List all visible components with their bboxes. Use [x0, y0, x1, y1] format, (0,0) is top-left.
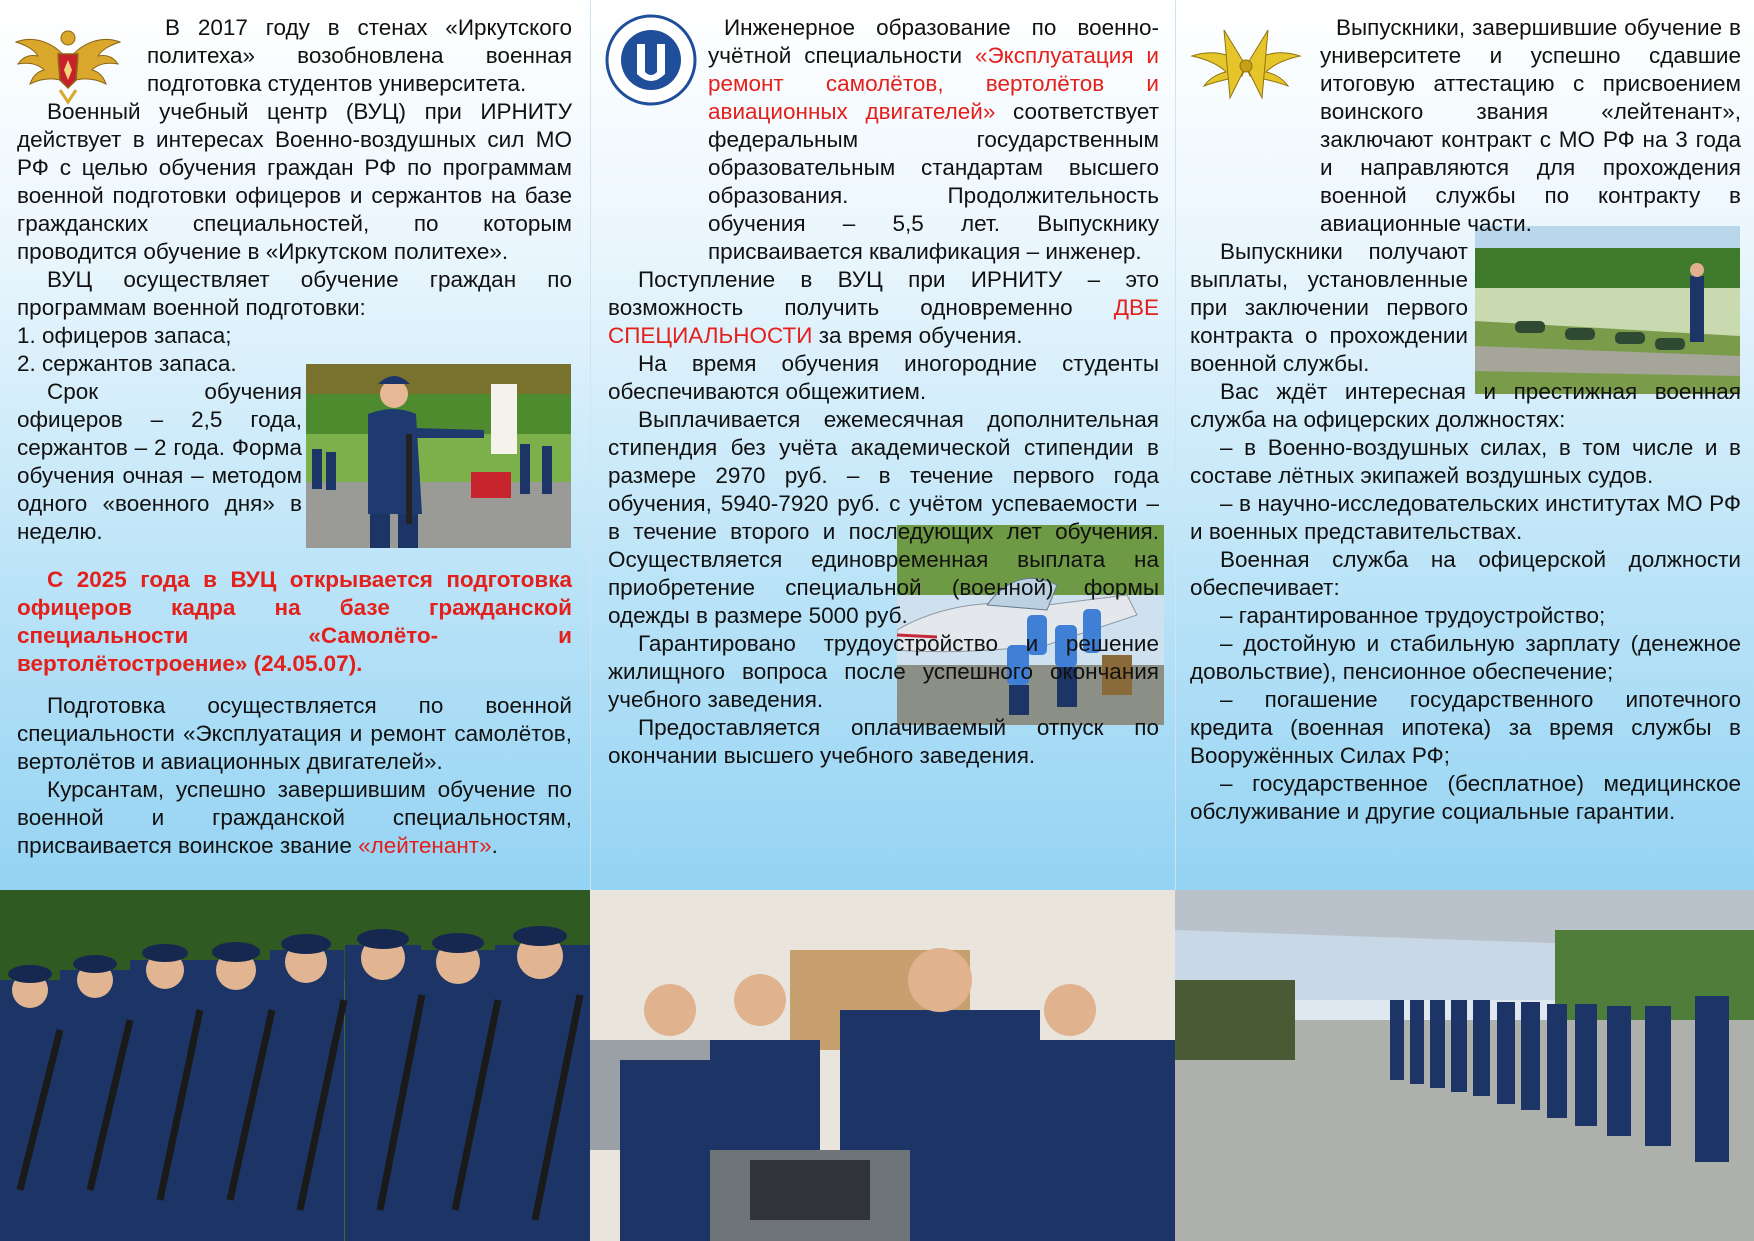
benefit-salary: – достойную и стабильную зарплату (денежное довольствие), пенсионное обеспечение;: [1190, 631, 1741, 684]
benefit-mortgage: – погашение государственного ипотечного кредита (военная ипотека) за время службы в Вооружённых Силах РФ;: [1190, 687, 1741, 768]
stipend-paragraph: Выплачивается ежемесячная дополнительная стипендия без учёта академической стипендии в размере 2970 руб. – в течение первого года обучения, 5940-7920 руб. с учётом успеваемости – в течение второго и последующих лет обучения. Осуществляется единовременная выплата на приобретение специальной (военной) формы одежды в размере 5000 руб.: [608, 407, 1159, 628]
two-specialties-paragraph: Поступление в ВУЦ при ИРНИТУ – это возможность получить одновременно ДВЕ СПЕЦИАЛЬНОСТИ за время обучения.: [608, 267, 1159, 348]
lab-cadets-photo: [590, 890, 1175, 1241]
graduates-contract-paragraph: Выпускники, завершившие обучение в университете и успешно сдавшие итоговую аттестацию с присвоением воинского звания «лейтенант», заключают контракт с МО РФ на 3 года и направляются для прохождения военной службы по контракту в авиационные части.: [1320, 15, 1741, 236]
vuc-paragraph: Военный учебный центр (ВУЦ) при ИРНИТУ действует в интересах Военно-воздушных сил МО РФ с целью обучения граждан РФ по программам военной подготовки офицеров и сержантов на базе гражданских специальностей, по которым проводится обучение в «Иркутском политехе».: [17, 99, 572, 264]
dormitory-paragraph: На время обучения иногородние студенты обеспечиваются общежитием.: [608, 351, 1159, 404]
benefit-employment: – гарантированное трудоустройство;: [1220, 603, 1606, 628]
duty-research: – в научно-исследовательских институтах МО РФ и военных представительствах.: [1190, 491, 1741, 544]
rank-lieutenant: «лейтенант»: [358, 833, 492, 858]
provides-paragraph: Военная служба на офицерской должности обеспечивает:: [1190, 547, 1741, 600]
column-middle-text: [608, 14, 1159, 770]
cadets-formation-photo: [0, 890, 590, 1241]
list-item-officers: 1. офицеров запаса;: [17, 323, 232, 348]
column-left-text: [17, 14, 572, 860]
column-right-text: [1190, 14, 1741, 826]
programs-paragraph: ВУЦ осуществляет обучение граждан по программам военной подготовки:: [17, 267, 572, 320]
specialty-name: «Эксплуатация и ремонт самолётов, вертолётов и авиационных двигателей»: [708, 43, 1159, 124]
intro-paragraph: В 2017 году в стенах «Иркутского политеха» возобновлена военная подготовка студентов университета.: [147, 15, 572, 96]
list-item-sergeants: 2. сержантов запаса.: [17, 351, 237, 376]
duty-air-force: – в Военно-воздушных силах, в том числе и в составе лётных экипажей воздушных судов.: [1190, 435, 1741, 488]
vacation-paragraph: Предоставляется оплачиваемый отпуск по окончании высшего учебного заведения.: [608, 715, 1159, 768]
column-left: [0, 0, 590, 890]
education-paragraph: Инженерное образование по военно-учётной специальности «Эксплуатация и ремонт самолётов, вертолётов и авиационных двигателей» соответствует федеральным государственным образовательным стандартам высшего образования. Продолжительность обучения – 5,5 лет. Выпускнику присваивается квалификация – инженер.: [708, 15, 1159, 264]
airfield-formation-photo: [1175, 890, 1754, 1241]
rank-paragraph: Курсантам, успешно завершившим обучение по военной и гражданской специальностям, присваивается воинское звание «лейтенант».: [17, 777, 572, 858]
specialty-paragraph: Подготовка осуществляется по военной специальности «Эксплуатация и ремонт самолётов, вертолётов и авиационных двигателей».: [17, 693, 572, 774]
highlight-announcement: С 2025 года в ВУЦ открывается подготовка офицеров кадра на базе гражданской специальности «Самолёто- и вертолётостроение» (24.05.07).: [17, 567, 572, 676]
term-paragraph: Срок обучения офицеров – 2,5 года, сержантов – 2 года. Форма обучения очная – методом одного «военного дня» в неделю.: [17, 379, 302, 544]
payments-paragraph: Выпускники получают выплаты, установленные при заключении первого контракта о прохождении военной службы.: [1190, 239, 1468, 376]
column-middle: [590, 0, 1175, 890]
benefit-medical: – государственное (бесплатное) медицинское обслуживание и другие социальные гарантии.: [1190, 771, 1741, 824]
service-paragraph: Вас ждёт интересная и престижная военная служба на офицерских должностях:: [1190, 379, 1741, 432]
column-right: [1175, 0, 1754, 890]
two-specialties: ДВЕ СПЕЦИАЛЬНОСТИ: [608, 295, 1159, 348]
employment-paragraph: Гарантировано трудоустройство и решение жилищного вопроса после успешного окончания учебного заведения.: [608, 631, 1159, 712]
